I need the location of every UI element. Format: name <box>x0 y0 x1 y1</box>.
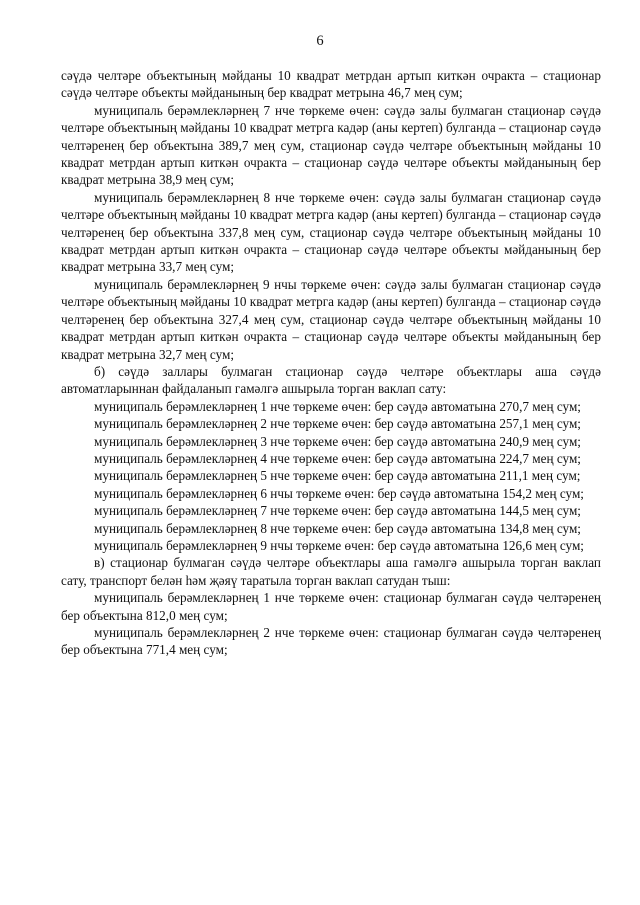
paragraph: муниципаль берәмлекләрнең 4 нче төркеме өчен: бер сәүдә автоматына 224,7 мең сум; <box>94 450 581 466</box>
page-number: 6 <box>316 33 324 49</box>
paragraph: муниципаль берәмлекләрнең 3 нче төркеме өчен: бер сәүдә автоматына 240,9 мең сум; <box>94 433 581 449</box>
paragraph: муниципаль берәмлекләрнең 2 нче төркеме өчен: стационар булмаган сәүдә челтәренең бер объектына 771,4 мең сум; <box>61 625 601 658</box>
paragraph: муниципаль берәмлекләрнең 7 нче төркеме өчен: сәүдә залы булмаган стационар сәүдә челтәре объектының мәйданы 10 квадрат метрга кадәр (аны кертеп) булганда – стационар сәүдә челтәренең бер объектына 389,7 мең сум, стационар сәүдә челтәре объектының мәйданы 10 квадрат метрдан артып киткән очракта – стационар сәүдә челтәре объекты мәйданының бер квадрат метрына 38,9 мең сум; <box>61 102 601 188</box>
paragraph: сәүдә челтәре объектының мәйданы 10 квадрат метрдан артып киткән очракта – стационар сәүдә челтәре объекты мәйданының бер квадрат метрына 46,7 мең сум; <box>61 68 601 101</box>
document-body <box>61 67 601 659</box>
paragraph: муниципаль берәмлекләрнең 8 нче төркеме өчен: сәүдә залы булмаган стационар сәүдә челтәре объектының мәйданы 10 квадрат метрга кадәр (аны кертеп) булганда – стационар сәүдә челтәренең бер объектына 337,8 мең сум, стационар сәүдә челтәре объектының мәйданы 10 квадрат метрдан артып киткән очракта – стационар сәүдә челтәре объекты мәйданының бер квадрат метрына 33,7 мең сум; <box>61 189 601 275</box>
paragraph: муниципаль берәмлекләрнең 2 нче төркеме өчен: бер сәүдә автоматына 257,1 мең сум; <box>94 416 581 432</box>
paragraph: в) стационар булмаган сәүдә челтәре объектлары аша гамәлгә ашырыла торган ваклап сату, транспорт белән һәм җәяү таратыла торган ваклап сатудан тыш: <box>61 555 601 588</box>
paragraph: муниципаль берәмлекләрнең 1 нче төркеме өчен: стационар булмаган сәүдә челтәренең бер объектына 812,0 мең сум; <box>61 590 601 623</box>
paragraph: муниципаль берәмлекләрнең 5 нче төркеме өчен: бер сәүдә автоматына 211,1 мең сум; <box>94 468 581 484</box>
paragraph: муниципаль берәмлекләрнең 1 нче төркеме өчен: бер сәүдә автоматына 270,7 мең сум; <box>94 398 581 414</box>
paragraph: муниципаль берәмлекләрнең 7 нче төркеме өчен: бер сәүдә автоматына 144,5 мең сум; <box>94 503 581 519</box>
paragraph: б) сәүдә заллары булмаган стационар сәүдә челтәре объектлары аша сәүдә автоматларыннан файдаланып гамәлгә ашырыла торган ваклап сату: <box>61 363 601 397</box>
paragraph: муниципаль берәмлекләрнең 6 нчы төркеме өчен: бер сәүдә автоматына 154,2 мең сум; <box>94 485 584 501</box>
paragraph: муниципаль берәмлекләрнең 9 нчы төркеме өчен: сәүдә залы булмаган стационар сәүдә челтәре объектының мәйданы 10 квадрат метрга кадәр (аны кертеп) булганда – стационар сәүдә челтәренең бер объектына 327,4 мең сум, стационар сәүдә челтәре объектының мәйданы 10 квадрат метрдан артып киткән очракта – стационар сәүдә челтәре объекты мәйданының бер квадрат метрына 32,7 мең сум; <box>61 276 601 362</box>
paragraph: муниципаль берәмлекләрнең 8 нче төркеме өчен: бер сәүдә автоматына 134,8 мең сум; <box>94 520 581 536</box>
paragraph: муниципаль берәмлекләрнең 9 нчы төркеме өчен: бер сәүдә автоматына 126,6 мең сум; <box>94 537 584 553</box>
